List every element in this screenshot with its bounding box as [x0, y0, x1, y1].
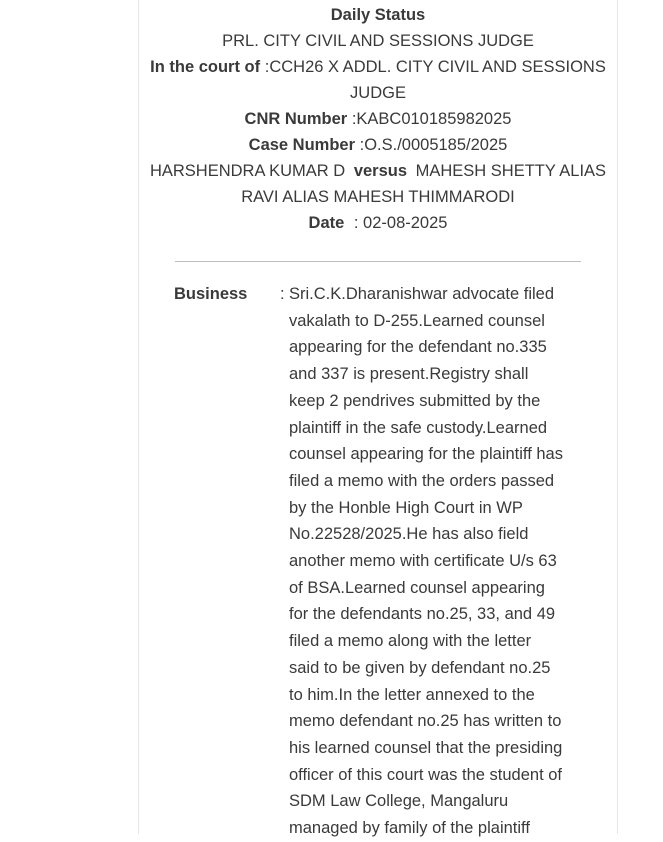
document-header: [139, 0, 617, 236]
in-the-court-of-label: In the court of: [150, 58, 261, 76]
cnr-number-value: :KABC010185982025: [351, 110, 512, 128]
in-the-court-of-value: :CCH26 X ADDL. CITY CIVIL AND SESSIONS JUDGE: [264, 58, 606, 102]
in-the-court-of-line: [139, 54, 617, 106]
cnr-number-label: CNR Number: [244, 110, 348, 128]
business-separator: :: [280, 285, 285, 303]
case-number-line: [139, 132, 617, 158]
date-value: : 02-08-2025: [353, 214, 448, 232]
business-label: Business: [174, 285, 248, 303]
case-number-value: :O.S./0005185/2025: [359, 136, 508, 154]
page-title: Daily Status: [330, 6, 426, 24]
petitioner-name: HARSHENDRA KUMAR D: [149, 162, 346, 180]
business-section: [139, 281, 617, 842]
case-number-label: Case Number: [248, 136, 356, 154]
business-text: Sri.C.K.Dharanishwar advocate filed vakalath to D-255.Learned counsel appearing for the defendant no.335 and 337 is present.Registry shall keep 2 pendrives submitted by the plaintiff in the safe custody.Learned counsel appearing for the plaintiff has filed a memo with the orders passed by the Honble High Court in WP No.22528/2025.He has also field another memo with certificate U/s 63 of BSA.Learned counsel appearing for the defendants no.25, 33, and 49 filed a memo along with the letter said to be given by defendant no.25 to him.In the letter annexed to the memo defendant no.25 has written to his learned counsel that the presiding officer of this court was the student of SDM Law College, Mangaluru managed by family of the plaintiff: [289, 285, 563, 838]
parties-line: [139, 158, 617, 210]
daily-status-document: [138, 0, 618, 838]
section-divider: [175, 261, 581, 262]
versus-label: versus: [353, 162, 408, 180]
respondent-name: MAHESH SHETTY ALIAS RAVI ALIAS MAHESH THIMMARODI: [241, 162, 607, 206]
cnr-number-line: [139, 106, 617, 132]
date-line: [139, 210, 617, 236]
court-name: PRL. CITY CIVIL AND SESSIONS JUDGE: [222, 32, 534, 50]
date-label: Date: [308, 214, 345, 232]
